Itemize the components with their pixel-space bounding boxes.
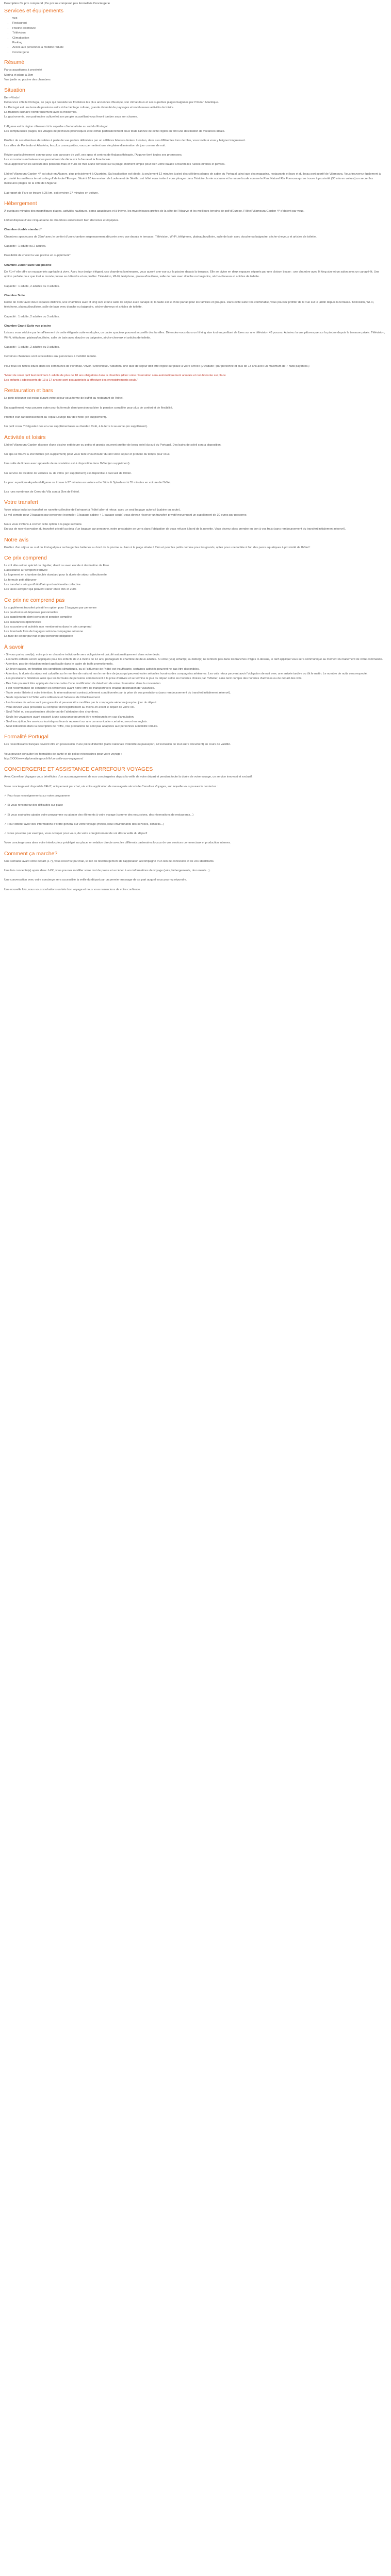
room-junior <box>4 263 387 268</box>
concierge-bullet: ✓ Si vous rencontrez des difficultés sur place <box>4 804 63 807</box>
section-title-transfert: Votre transfert <box>4 499 38 506</box>
restauration-text: Profitez d'un rafraîchissement au Topaz Lounge Bar de l'hôtel (en supplément). <box>4 416 107 419</box>
service-item: • Piscine extérieure <box>12 26 387 31</box>
room-junior-capacity: Capacité : 1 adulte, 2 adultes ou 3 adultes. <box>4 284 60 288</box>
transfert-text: Votre séjour inclut un transfert en navette collective de l'aéroport à l'hôtel aller et retour, avec un seul bagage autorisé (cabine ou soute). Le vol compte pour 2 bagages par personne (exemple : 1 bagage cabine + 1 bagage soute) vous devrez réserver un transfert privatif moyennant un supplément de 30 euros par personne. <box>4 509 248 517</box>
resume-line: Vue jardin ou piscine des chambres <box>4 78 51 81</box>
concierge-text: Avec Carrefour Voyages vous bénéficiez d'un accompagnement de nos conciergeries depuis la veille de votre départ et pendant toute la durée de votre voyage, un service innovant et exclusif. <box>4 775 253 779</box>
section-title-resume: Résumé <box>4 59 25 66</box>
situation-hotel: L'hôtel Vilamoura Garden 4* est situé en Algarve, plus précisément à Quarteira. Sa localisation est idéale, à seulement 12 minutes à pied des célèbres plages de sable du Portugal, ainsi que des magasins, restaurants et bars et du beau port sportif de Vilamoura. Vous trouverez également à proximité les meilleurs terrains de golf de toute l'Europe. Situé à 20 km environ de Loulene et de Séville, cet hôtel vous invite à vous plonger dans l'histoire, la vie nocturne et la nature locale comme le Parc Naturel Ria Formosa qui se trouve à proximité (30 min en voiture) un secret les meilleures plages de la côte de l'Algarve. <box>4 172 381 185</box>
formalites-text: Les ressortissants français devront être en possession d'une pièce d'identité (carte nationale d'identité ou passeport, à l'exclusion de tout autre document) en cours de validité. <box>4 743 231 747</box>
transfert-text: Nous vous invitons à cocher cette option à la page suivante. En cas de non-réservation du transfert privatif au delà d'un bagage par personne, notre prestataire se verra dans l'obligation de vous refuser à bord de la navette. Vous devrez alors prendre en bon à vos frais (sans remboursement du transfert initialement réservé). <box>4 522 346 531</box>
accessibility-note: Certaines chambres sont accessibles aux personnes à mobilité réduite. <box>4 355 97 359</box>
service-item: • Climatisation <box>12 36 387 41</box>
restauration-text: Un petit creux ? Dégustez des en-cas supplémentaires au Garden Café, à la terre à se-sortie (en supplément). <box>4 425 148 429</box>
concierge-bullet: ✓ Nous pouvons par exemple, vous occuper pour vous, de votre enregistrement de vol dès la veille du départ! <box>4 832 148 836</box>
section-title-activites: Activités et loisirs <box>4 434 46 440</box>
situation-intro: Bem-Vindo ! Découvrez côte le Portugal, ce pays qui possède les frontières les plus anciennes d'Europe, son climat doux et ses superbes plages baignées par l'Océan Atlantique. Le Portugal est une terre de passions entre riche héritage culturel, grande diversité de paysages et nombreuses activités de loisirs. La tradition culinaire nombreusement avec la modernité. La gastronomie, son patrimoine culturel et son peuple accueillant vous feront tomber sous son charme. <box>4 96 219 119</box>
room-junior-title: Chambre Junior Suite vue piscine <box>4 263 52 267</box>
section-title-restauration: Restauration et bars <box>4 387 53 394</box>
activites-text: L'hôtel Vilamoura Garden dispose d'une piscine extérieure ou petits et grands pourront profiter de beau soleil du sud du Portugal. Des bains de soleil sont à disposition. <box>4 443 222 447</box>
warning-note <box>4 374 387 383</box>
section-title-services: Services et équipements <box>4 8 63 14</box>
room-suite-title: Chambre Suite <box>4 294 25 297</box>
formalites-link[interactable]: Vous pouvez consulter les formalités de santé et de police nécessaires pour votre voyage : http://XXX/www.diplomatie.gouv.fr/fr/conseils-aux-voyageurs/ <box>4 752 122 761</box>
room-standard-text: Chambres spacieuses de 28m² avec le confort d'une chambre soigneusement décorée avec vue depuis le terrasse. Télévision, Wi-Fi, téléphone, plateau/bouilloire, salle de bain avec douche ou baignoire, sèche-cheveux et articles de toilette. <box>4 235 317 239</box>
service-item: • Accès aux personnes à mobilité réduite <box>12 45 387 50</box>
section-title-situation: Situation <box>4 87 25 94</box>
section-title-avis: Notre avis <box>4 536 29 543</box>
situation-airport: L'aéroport de Faro se trouve à 25 km, soit environ 27 minutes en voiture. <box>4 191 99 195</box>
comment-text: Une nouvelle fois, nous vous souhaitons un très bon voyage et nous vous remercions de votre confiance. <box>4 888 141 891</box>
services-list <box>4 16 387 55</box>
concierge-bullet: ✓ Pour obtenir avoir des informations d'ordre général sur votre voyage (météo, lieux environnants des services, conseils...) <box>4 822 164 826</box>
activites-text: Le parc aquatique Aqualand Algarve se trouve à 27 minutes en voiture et le Slide & Splash est à 35 minutes en voiture de l'hôtel. <box>4 481 171 484</box>
section-title-formalites: Formalité Portugal <box>4 734 48 740</box>
warning-line: Les enfants / adolescents de 13 à 17 ans ne sont pas autorisés à effectuer des enregistrements seuls." <box>4 379 138 382</box>
section-title-comprend: Ce prix comprend <box>4 554 47 561</box>
restauration-text: Le petit-déjeuner est inclus durant votre séjour sous forme de buffet au restaurant de l'hôtel. <box>4 397 124 400</box>
comment-text: Une semaine avant votre départ (J-7), vous recevrez par mail, le lien de téléchargement de l'application accompagné d'un lien de connexion et de vos identifiants. <box>4 859 215 863</box>
activites-text: Un service de location de voitures ou de vélos (en supplément) est disponible à l'accueil de l'hôtel. <box>4 471 132 475</box>
room-grand-title: Chambre Grand Suite vue piscine <box>4 325 52 328</box>
room-suite-text: Dotée de 40m² avec deux espaces distincts, une chambres avec lit king size et une salle de séjour avec canapé-lit, la Suite est le choix parfait pour les familles et groupes. Dans cette suite très confortable, vous pourrez profiter de le vue sur le jardin depuis la terrasse. Télévision, Wi-Fi, téléphone, plateau/bouilloire, salle de bain avec douche ou baignoire, sèche-cheveux et articles de toilette. <box>4 301 374 309</box>
room-standard <box>4 228 387 232</box>
section-title-conciergerie: CONCIERGERIE ET ASSISTANCE CARREFOUR VOYAGES <box>4 766 153 773</box>
activites-text: Une salle de fitness avec appareils de musculation est à disposition dans l'hôtel (en supplément). <box>4 462 131 466</box>
savoir-text: - Si vous partez seul(e), votre prix en chambre individuelle sera obligatoire et calculé automatiquement dans votre devis. - Les tarifs enfants seront appliqués pour les enfants de 2 à moins de 12 ans, partageant la chambre de deux adultes. Si votre (vos) enfant(s) ou bébé(s) ne rentrent pas dans les tranches d'âges ci-dessus, le tarif appliqué vous sera communiqué au moment du traitement de votre commande. - Attention, pas de réduction enfant applicable dans le cadre de tarifs promotionnels. - En hiver saison, en fonction des conditions climatiques, ou si l'affluence de l'hôtel est insuffisante, certaines activités peuvent ne pas être disponibles. - Attention, la durée du séjour est calculée sur le nombre de nuits et non le nombre de jours qui peuvent varier selon les horaires des compagnies aériennes. Les vols retour peuvent avoir l'obligation de nuit avec une arrivée tardive ou tôt le matin. Le nombre de nuits sera respecté. - Les prestations hôtelières ainsi que les formules de pensions commencent à la prise d'arrivée et se termine le jour du départ selon les horaires choisis par l'hôtelier, sans tenir compte des horaires d'arrivées ou de départ des vols. - Des frais pourront être appliqués dans le cadre d'une modification de date/nom de votre réservation dans la convention. - Il est recommandé de consulter les références avant notre offre de transport vers chaque destination de Vacances. - Toute vente libérée à votre intention, la réservation est contractuellement conditionnée par la prise de vos prestations (sans remboursement du transfert initialement réservé). - Seuls répondront à l'hôtel votre référence et l'adresse de l'établissement. - Les horaires de vol ne sont pas garantis et peuvent être modifiés par la compagnie aérienne jusqu'au jour du départ. - Vous devrez vous présenter au comptoir d'enregistrement au moins 2h avant le départ de votre vol. - Seul l'hôtel ou ses partenaires décideront de l'attribution des chambres. - Seuls les voyageurs ayant souscrit à une assurance pourront être remboursés en cas d'annulation. - Seul inscription, les services touristiques fournis reposent sur une communication certaine, seront en anglais. - Seul indications dans la description de l'offre, nos prestations ne sont pas adaptées aux personnes à mobilité réduite. <box>4 653 383 728</box>
room-suite-capacity: Capacité : 1 adulte, 2 adultes ou 3 adultes. <box>4 315 60 318</box>
comment-text: Une conversation avec votre concierge sera accessible la veille du départ par un premier message de sa part auquel vous pourrez répondre. <box>4 878 187 882</box>
resume-text <box>4 68 387 82</box>
resume-line: Marina et plage à 2km <box>4 73 34 77</box>
concierge-text: Votre concierge est disponible 24h/7, uniquement par chat, via votre application de messagerie sécurisée Carrefour Voyages, sur laquelle vous pouvez le contacter : <box>4 785 218 788</box>
room-grand <box>4 324 387 329</box>
situation-algarve: L'Algarve est la région ciblesront à la superbe côte localisée au sud du Portugal. Les somptueuses plages, les villages de pêcheurs pittoresques et le climat particulièrement doux toute l'année de cette région en font une destination de vacances idéale. <box>4 125 225 133</box>
restauration-text: En supplément, vous pourrez opter pour la formule demi-pension ou bien la pension complète pour plus de confort et de flexibilité. <box>4 406 173 410</box>
service-item: • Wifi <box>12 16 387 21</box>
comment-text: Une fois connecté(e) après deux J-XX, vous pourrez modifier votre mot de passe et accéder à vos informations de voyage (vols, hébergements, documents...). <box>4 869 210 873</box>
hebergement-rooms: L'hôtel dispose d'une cinquantaine de chambres entièrement bien décorées et équipées. <box>4 219 119 223</box>
breadcrumb[interactable]: Description Ce prix comprend | Ce prix ne comprend pas Formalités Conciergerie <box>4 2 110 5</box>
section-title-ne-comprend: Ce prix ne comprend pas <box>4 597 65 603</box>
concierge-bullet: ✓ Si vous souhaitez ajouter votre programme ou ajouter des éléments à votre voyage (comme des excursions, des réservations de restaurants...) <box>4 813 194 817</box>
concierge-bullet: ✓ Pour tous renseignements sur votre programme <box>4 794 70 798</box>
room-suite <box>4 294 387 298</box>
situation-beaches: Profitez de ses étendues de sables à perte de vue parfois délimitées par un célèbres falaises dorées. L'océan, dans ses différentes tons de bleu, vous invite à vous y baigner longuement. Les villes de Portimão et Albufeira, les plus cosmopolites, vous permettent une vie plaine d'animation de jour comme de nuit. <box>4 139 246 147</box>
hebergement-intro: À quelques minutes des magnifiques plages, activités nautiques, parcs aquatiques et à thème, les mystérieuses grottes de la côte de l'Algarve et les meilleurs terrains de golf d'Europe, l'Hôtel Vilamoura Garden 4* s'obtient par vous. <box>4 209 304 213</box>
section-title-savoir: À savoir <box>4 643 24 650</box>
ne-comprend-text: Le supplément transfert privatif en option pour 2 bagages par personne Les pourboires et dépenses personnelles Les suppléments demi-pension et pension complète Les assurances optionnelles Les excursions et activités non mentionnées dans le prix comprend Les éventuels frais de bagages selon la compagnie aérienne La taxe de séjour par nuit et par personne obligatoire <box>4 606 97 638</box>
room-grand-capacity: Capacité : 1 adulte, 2 adultes ou 3 adultes. <box>4 345 60 349</box>
section-title-comment: Comment ça marche? <box>4 850 58 857</box>
resume-line: Parcs aquatiques à proximité <box>4 69 42 72</box>
room-junior-text: De 41m² elle offre un espace très agréable à vivre. Avec leur design élégant, ces chambres lumineuses, vous auront une vue sur la piscine depuis la terrasse. Elle se divise en deux espaces séparés par une cloison basse : une chambre avec lit king size et un salon avec un canapé-lit. Une option parfaite pour que tout le monde puisse se détendre et en profiter. Télévision, Wi-Fi, téléphone, plateau/bouilloire, salle de bain avec douche ou baignoire, sèche-cheveux et articles de toilette. <box>4 270 380 279</box>
room-standard-title: Chambre double standard* <box>4 228 42 232</box>
section-title-hebergement: Hébergement <box>4 200 37 207</box>
service-item: • Conciergerie <box>12 50 387 55</box>
situation-region: Région particulièrement connue pour son parcours de golf, ses spas et centres de thalassothérapie, l'Algarve tient toutes ses promesses. Les excursions en bateau vous permettront de découvrir la faune et la flore locale. Vous apprécierez les saveurs des poissons frais et fruits de mer à une terrasse sur la plage, moment simple pour bien votre balade à travers les ruelles étroites et pavées. <box>4 153 225 166</box>
room-grand-text: Laissez vous séduire par le raffinement de cette élégante suite en duplex, un cadre spacieux pouvant accueillir des familles. Détendez-vous dans un lit king size tout en profitant de lbres sur une télévision 43 pouces. Admirez la vue pittoresque sur la piscine depuis la terrasse privée. Télévision, Wi-Fi, téléphone, plateau/bouilloire, salle de bain avec douche ou baignoire, sèche-cheveux et articles de toilette. <box>4 331 385 340</box>
tourist-tax-note: Pour tous les hôtels situés dans les communes de Portimao / Alvor / Monchique / Albufeira, une taxe de séjour doit etre réglée sur place à votre arrivée (2€/adulte ; par personne et plus de 13 ans avec un maximum de 7 nuits payantes.) <box>4 364 309 368</box>
service-item: • Restaurant <box>12 21 387 26</box>
activites-text: Les rues nombreux de Cerro da Vila sont à 2km de l'hôtel. <box>4 490 80 494</box>
room-standard-note: Possibilité de choisir la vue piscine en supplément* <box>4 254 71 258</box>
comprend-text: Le vol aller-retour spécial ou régulier, direct ou avec escale à destination de Faro L'assistance à l'aéroport d'arrivée Le logement en chambre double standard pour la durée de séjour sélectionnée La formule petit déjeuner Les transferts aéroport/hôtel/aéroport en Navette collective Les taxes aéroport qui peuvent varier entre 30€ et 200€ <box>4 564 109 591</box>
warning-line: "Merci de noter qu'il faut minimum 1 adulte de plus de 18 ans obligatoire dans la chambre (donc votre réservation sera automatiquement annulée et non honorée sur place <box>4 374 226 377</box>
service-item: • Parking <box>12 41 387 45</box>
activites-text: Un spa se trouve à 150 mètres (en supplément) pour vous faire chouchouter durant votre séjour et prendre du temps pour vous. <box>4 452 171 456</box>
room-standard-capacity: Capacité : 1 adulte ou 2 adultes. <box>4 245 46 248</box>
concierge-text: Votre concierge sera alors votre interlocuteur privilégié sur place, en relation directe avec les différents partenaires locaux de vos services commerciaux et production internes. <box>4 841 231 845</box>
service-item: • Télévision <box>12 31 387 36</box>
avis-text: Profitez d'un séjour au sud du Portugal pour recharger les batteries au bord de la piscine ou bien à la plage située à 2km et pour les petits comme pour les grands, optez pour une tarifée à l'un des parcs aquatiques à proximité de l'hôtel ! <box>4 546 311 549</box>
